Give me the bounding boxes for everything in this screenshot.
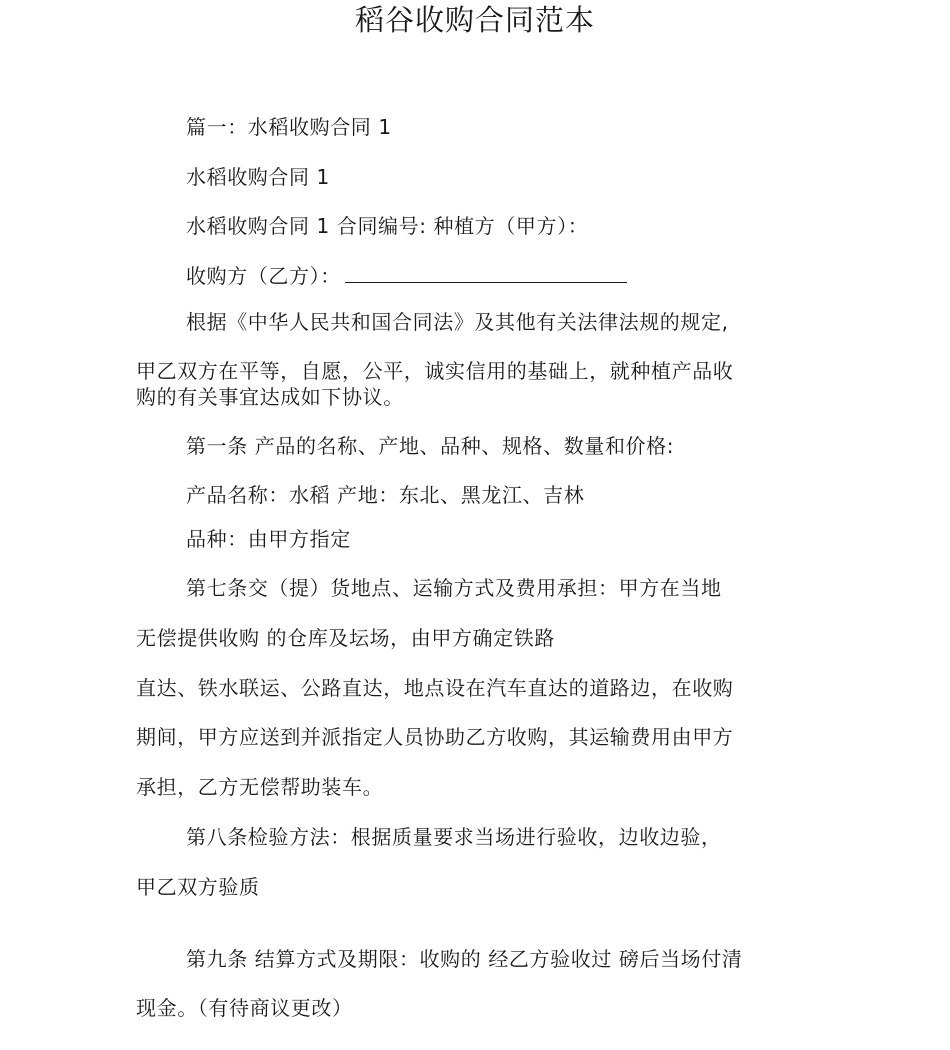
paragraph-line: 无偿提供收购 的仓库及坛场，由甲方确定铁路 [136, 626, 555, 650]
paragraph-line: 甲乙双方验质 [136, 875, 260, 899]
article-heading: 第八条检验方法：根据质量要求当场进行验收，边收边验， [186, 825, 722, 849]
paragraph-line: 直达、铁水联运、公路直达，地点设在汽车直达的道路边，在收购 [136, 676, 734, 700]
contract-title: 水稻收购合同 1 [186, 165, 330, 189]
contract-number-line: 水稻收购合同 1 合同编号: 种植方（甲方）： [186, 214, 589, 238]
article-heading: 第九条 结算方式及期限：收购的 经乙方验收过 磅后当场付清 [186, 947, 743, 971]
document-title: 稻谷收购合同范本 [354, 3, 595, 37]
product-line: 产品名称：水稻 产地：东北、黑龙江、吉林 [186, 483, 585, 507]
article-heading: 第七条交（提）货地点、运输方式及费用承担：甲方在当地 [186, 576, 722, 600]
purchaser-label: 收购方（乙方）： [186, 264, 341, 288]
paragraph-line: 根据《中华人民共和国合同法》及其他有关法律法规的规定, [186, 310, 729, 334]
paragraph-line: 承担，乙方无偿帮助装车。 [136, 775, 384, 799]
paragraph-line: 现金。（有待商议更改） [136, 996, 353, 1020]
article-heading: 第一条 产品的名称、产地、品种、规格、数量和价格: [186, 434, 675, 458]
paragraph-line: 甲乙双方在平等，自愿，公平，诚实信用的基础上，就种植产品收 [136, 359, 734, 383]
variety-line: 品种：由甲方指定 [186, 527, 351, 551]
section-heading: 篇一：水稻收购合同 1 [186, 115, 392, 139]
paragraph-line: 期间，甲方应送到并派指定人员协助乙方收购，其运输费用由甲方 [136, 725, 734, 749]
paragraph-line: 购的有关事宜达成如下协议。 [136, 385, 404, 409]
purchaser-line [186, 264, 627, 288]
purchaser-blank-field [345, 264, 627, 283]
